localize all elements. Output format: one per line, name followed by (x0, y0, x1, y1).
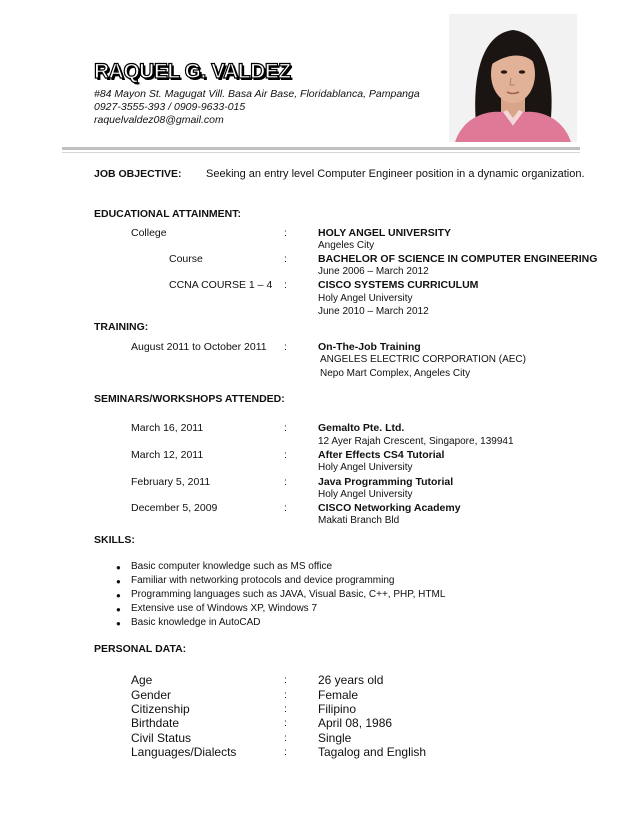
skill-item: Programming languages such as JAVA, Visual Basic, C++, PHP, HTML (131, 589, 446, 600)
colon: : (284, 703, 287, 715)
colon: : (284, 227, 287, 239)
seminars-heading: SEMINARS/WORKSHOPS ATTENDED: (94, 393, 285, 405)
college-city: Angeles City (318, 240, 375, 251)
seminar-detail: 12 Ayer Rajah Crescent, Singapore, 139941 (318, 436, 514, 447)
address: #84 Mayon St. Magugat Vill. Basa Air Base, Floridablanca, Pampanga (94, 88, 420, 100)
course-name: BACHELOR OF SCIENCE IN COMPUTER ENGINEERING (318, 253, 598, 265)
course-dates: June 2006 – March 2012 (318, 266, 429, 277)
phone-numbers: 0927-3555-393 / 0909-9633-015 (94, 101, 246, 113)
header-divider (62, 147, 580, 150)
seminar-detail: Holy Angel University (318, 462, 413, 473)
colon: : (284, 449, 287, 461)
personal-value: Filipino (318, 702, 357, 716)
seminar-title: Gemalto Pte. Ltd. (318, 422, 405, 434)
colon: : (284, 502, 287, 514)
personal-label: Civil Status (131, 731, 192, 745)
personal-value: Female (318, 688, 359, 702)
personal-value: 26 years old (318, 673, 384, 687)
seminar-date: December 5, 2009 (131, 502, 218, 514)
training-location: Nepo Mart Complex, Angeles City (320, 368, 471, 379)
skills-heading: SKILLS: (94, 534, 135, 546)
header-divider-thin (62, 152, 580, 153)
training-heading: TRAINING: (94, 321, 149, 333)
skill-item: Basic computer knowledge such as MS office (131, 561, 333, 572)
education-heading: EDUCATIONAL ATTAINMENT: (94, 208, 241, 220)
colon: : (284, 476, 287, 488)
personal-value: April 08, 1986 (318, 716, 393, 730)
ccna-name: CISCO SYSTEMS CURRICULUM (318, 279, 479, 291)
bullet-icon: ● (116, 605, 121, 614)
seminar-title: After Effects CS4 Tutorial (318, 449, 445, 461)
skill-item: Basic knowledge in AutoCAD (131, 617, 261, 628)
college-label: College (131, 227, 167, 239)
colon: : (284, 674, 287, 686)
seminar-date: March 16, 2011 (131, 422, 204, 434)
personal-label: Citizenship (131, 702, 190, 716)
seminar-date: February 5, 2011 (131, 476, 211, 488)
personal-value: Tagalog and English (318, 745, 427, 759)
training-title: On-The-Job Training (318, 341, 421, 353)
colon: : (284, 746, 287, 758)
colon: : (284, 279, 287, 291)
colon: : (284, 717, 287, 729)
objective-text: Seeking an entry level Computer Engineer position in a dynamic organization. (206, 168, 585, 180)
college-name: HOLY ANGEL UNIVERSITY (318, 227, 452, 239)
colon: : (284, 341, 287, 353)
seminar-detail: Makati Branch Bld (318, 515, 400, 526)
personal-heading: PERSONAL DATA: (94, 643, 187, 655)
seminar-date: March 12, 2011 (131, 449, 204, 461)
personal-label: Birthdate (131, 716, 180, 730)
skill-item: Extensive use of Windows XP, Windows 7 (131, 603, 318, 614)
colon: : (284, 253, 287, 265)
bullet-icon: ● (116, 563, 121, 572)
ccna-label: CCNA COURSE 1 – 4 (169, 279, 273, 291)
colon: : (284, 732, 287, 744)
training-company: ANGELES ELECTRIC CORPORATION (AEC) (320, 354, 526, 365)
personal-label: Age (131, 673, 153, 687)
course-label: Course (169, 253, 203, 265)
colon: : (284, 689, 287, 701)
skill-item: Familiar with networking protocols and device programming (131, 575, 395, 586)
personal-value: Single (318, 731, 352, 745)
profile-photo (449, 14, 577, 142)
seminar-title: CISCO Networking Academy (318, 502, 461, 514)
personal-label: Languages/Dialects (131, 745, 237, 759)
colon: : (284, 422, 287, 434)
personal-label: Gender (131, 688, 172, 702)
objective-heading: JOB OBJECTIVE: (94, 168, 182, 180)
ccna-school: Holy Angel University (318, 293, 413, 304)
bullet-icon: ● (116, 619, 121, 628)
bullet-icon: ● (116, 577, 121, 586)
seminar-title: Java Programming Tutorial (318, 476, 454, 488)
email: raquelvaldez08@gmail.com (94, 114, 224, 126)
bullet-icon: ● (116, 591, 121, 600)
applicant-name: RAQUEL G. VALDEZ (94, 60, 291, 83)
seminar-detail: Holy Angel University (318, 489, 413, 500)
training-date: August 2011 to October 2011 (131, 341, 267, 353)
ccna-dates: June 2010 – March 2012 (318, 306, 429, 317)
